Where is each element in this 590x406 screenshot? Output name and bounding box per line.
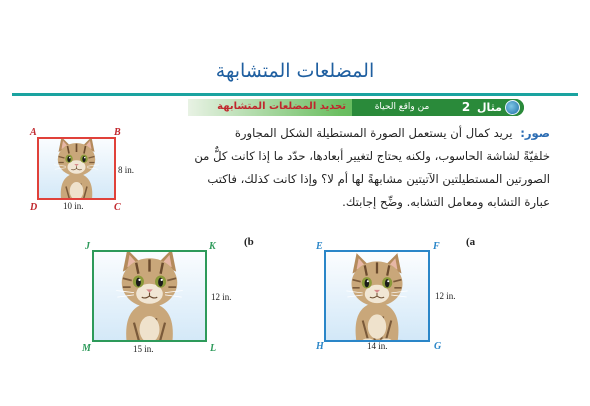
vertex-f: F: [433, 241, 440, 252]
vertex-h: H: [316, 341, 324, 352]
original-photo: [37, 137, 116, 200]
example-topic: تحديد المضلعات المتشابهة: [217, 101, 346, 112]
option-b-photo: [92, 250, 207, 342]
option-b-width: 15 in.: [133, 344, 154, 354]
original-height: 8 in.: [118, 165, 135, 175]
vertex-k: K: [209, 241, 216, 252]
vertex-c: C: [114, 202, 121, 213]
example-number: 2: [461, 100, 471, 114]
lesson-title: المضلعات المتشابهة: [215, 60, 375, 82]
vertex-d: D: [30, 202, 38, 213]
problem-lead: صور:: [520, 126, 550, 140]
vertex-e: E: [316, 241, 323, 252]
problem-line-1-text: يريد كمال أن يستعمل الصورة المستطيلة الشكل المجاورة: [234, 126, 513, 140]
kitten-image: [94, 252, 205, 340]
original-width: 10 in.: [63, 201, 84, 211]
example-word: مثال: [477, 101, 502, 114]
problem-line-4: عبارة التشابه ومعامل التشابه. وضِّح إجابتك.: [342, 195, 550, 209]
option-b-label: (b: [244, 236, 254, 248]
kitten-image: [326, 252, 428, 340]
option-b-height: 12 in.: [211, 292, 232, 302]
example-context: من واقع الحياة: [374, 102, 430, 112]
vertex-j: J: [85, 241, 90, 252]
title-divider: [12, 93, 578, 96]
option-a-label: (a: [466, 236, 476, 248]
problem-line-2: خلفيّةً لشاشة الحاسوب، ولكنه يحتاج لتغيير أبعادها، حدّد ما إذا كانت كلٌّ من: [194, 149, 550, 163]
vertex-m: M: [82, 343, 91, 354]
example-label: [446, 100, 502, 114]
option-a-width: 14 in.: [367, 341, 388, 351]
option-a-photo: [324, 250, 430, 342]
vertex-a: A: [30, 127, 37, 138]
globe-icon: [505, 100, 520, 115]
problem-line-1: [150, 122, 550, 145]
problem-line-3: الصورتين المستطيلتين الآتيتين مشابهةً لها أم لا؟ وإذا كانت كذلك، فاكتب: [207, 172, 550, 186]
vertex-b: B: [114, 127, 121, 138]
kitten-image: [39, 139, 114, 198]
vertex-g: G: [434, 341, 442, 352]
problem-text: [150, 122, 550, 214]
vertex-l: L: [210, 343, 217, 354]
option-a-height: 12 in.: [435, 291, 456, 301]
